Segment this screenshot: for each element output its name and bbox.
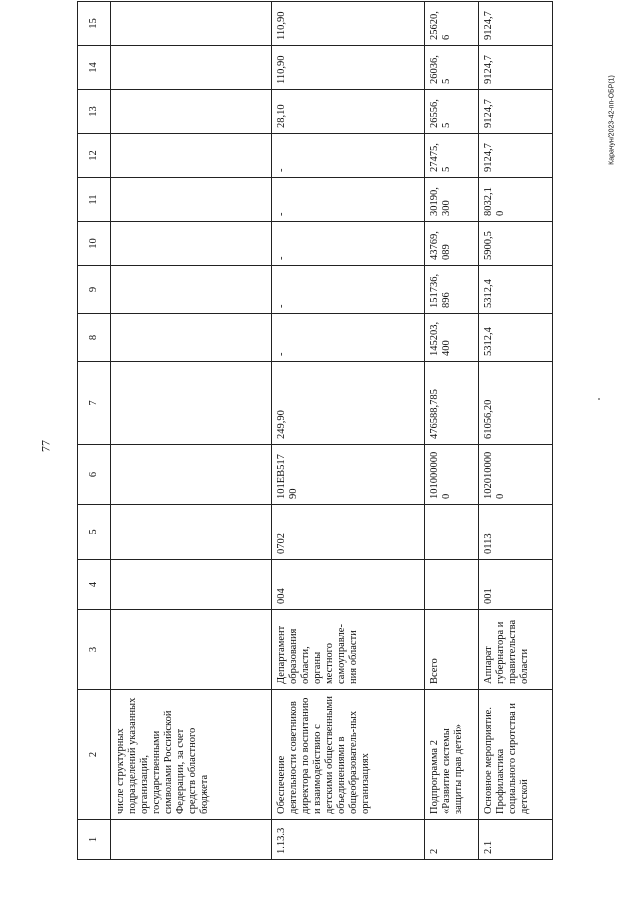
- table-cell: 101ЕВ51790: [272, 445, 425, 505]
- table-cell: [111, 362, 272, 445]
- table-cell: 2: [425, 820, 479, 860]
- table-cell: 61056,20: [479, 362, 553, 445]
- header-cell: 10: [78, 222, 111, 266]
- table-row: [479, 2, 553, 860]
- table-cell: 9124,7: [479, 90, 553, 134]
- table-cell: 9124,7: [479, 134, 553, 178]
- table-cell: [425, 505, 479, 560]
- table-cell: 476588,785: [425, 362, 479, 445]
- header-cell: 6: [78, 445, 111, 505]
- table-cell: 27475,5: [425, 134, 479, 178]
- rotated-table-container: [77, 11, 543, 860]
- table-cell: 5312,4: [479, 314, 553, 362]
- table-cell: [111, 610, 272, 690]
- table-cell: [425, 560, 479, 610]
- table-cell: 0113: [479, 505, 553, 560]
- table-cell: [111, 90, 272, 134]
- table-row: [425, 2, 479, 860]
- header-cell: 4: [78, 560, 111, 610]
- header-row: [78, 2, 111, 860]
- header-cell: 1: [78, 820, 111, 860]
- table-cell: 001: [479, 560, 553, 610]
- table-cell: 8032,10: [479, 178, 553, 222]
- table-cell: Основное мероприятие. Профилактика социального сиротства и детской: [479, 690, 553, 820]
- table-cell: 151736,896: [425, 266, 479, 314]
- table-cell: [111, 445, 272, 505]
- table-cell: 110,90: [272, 46, 425, 90]
- page-number: 77: [38, 440, 53, 452]
- budget-table: [77, 1, 553, 860]
- table-cell: 1.13.3: [272, 820, 425, 860]
- header-cell: 7: [78, 362, 111, 445]
- header-cell: 9: [78, 266, 111, 314]
- table-cell: [111, 560, 272, 610]
- table-cell: 145203,400: [425, 314, 479, 362]
- header-cell: 12: [78, 134, 111, 178]
- table-cell: [111, 178, 272, 222]
- table-cell: [111, 266, 272, 314]
- table-cell: 9124,7: [479, 46, 553, 90]
- table-cell: [111, 2, 272, 46]
- table-cell: [111, 222, 272, 266]
- table-row: [111, 2, 272, 860]
- table-cell: 1020100000: [479, 445, 553, 505]
- table-cell: [111, 314, 272, 362]
- table-cell: 25620,6: [425, 2, 479, 46]
- table-frame: [77, 11, 543, 860]
- table-cell: Аппарат губернатора и правительства области: [479, 610, 553, 690]
- table-cell: -: [272, 134, 425, 178]
- table-cell: Всего: [425, 610, 479, 690]
- table-cell: 110,90: [272, 2, 425, 46]
- table-cell: [111, 134, 272, 178]
- table-cell: -: [272, 178, 425, 222]
- header-cell: 2: [78, 690, 111, 820]
- scan-speck: [598, 398, 600, 400]
- table-cell: Подпрограмма 2 «Развитие системы защиты прав детей»: [425, 690, 479, 820]
- table-cell: 249,90: [272, 362, 425, 445]
- table-cell: 30190,300: [425, 178, 479, 222]
- table-row: [272, 2, 425, 860]
- table-cell: [111, 46, 272, 90]
- table-cell: 26556,5: [425, 90, 479, 134]
- table-cell: 2.1: [479, 820, 553, 860]
- header-cell: 11: [78, 178, 111, 222]
- table-cell: [111, 505, 272, 560]
- document-code: Карачун/2023-42-пп-OБР(1): [608, 75, 616, 165]
- table-cell: Департамент образования области, органы местного самоуправле-ния области: [272, 610, 425, 690]
- table-cell: 1010000000: [425, 445, 479, 505]
- table-cell: -: [272, 222, 425, 266]
- table-cell: 43769,089: [425, 222, 479, 266]
- table-cell: числе структурных подразделений указанных организаций, государственными символами Российской Федерации, за счет средств областного бюджета: [111, 690, 272, 820]
- table-cell: [111, 820, 272, 860]
- header-cell: 8: [78, 314, 111, 362]
- table-cell: -: [272, 266, 425, 314]
- header-cell: 5: [78, 505, 111, 560]
- table-cell: 004: [272, 560, 425, 610]
- header-cell: 3: [78, 610, 111, 690]
- table-cell: 26036,5: [425, 46, 479, 90]
- header-cell: 14: [78, 46, 111, 90]
- table-cell: 28,10: [272, 90, 425, 134]
- table-cell: 5312,4: [479, 266, 553, 314]
- table-cell: 0702: [272, 505, 425, 560]
- header-cell: 13: [78, 90, 111, 134]
- table-cell: Обеспечение деятельности советников директора по воспитанию и взаимодействию с детскими общественными объединениями в общеобразователь-ных организациях: [272, 690, 425, 820]
- table-cell: -: [272, 314, 425, 362]
- header-cell: 15: [78, 2, 111, 46]
- table-cell: 9124,7: [479, 2, 553, 46]
- table-cell: 5900,5: [479, 222, 553, 266]
